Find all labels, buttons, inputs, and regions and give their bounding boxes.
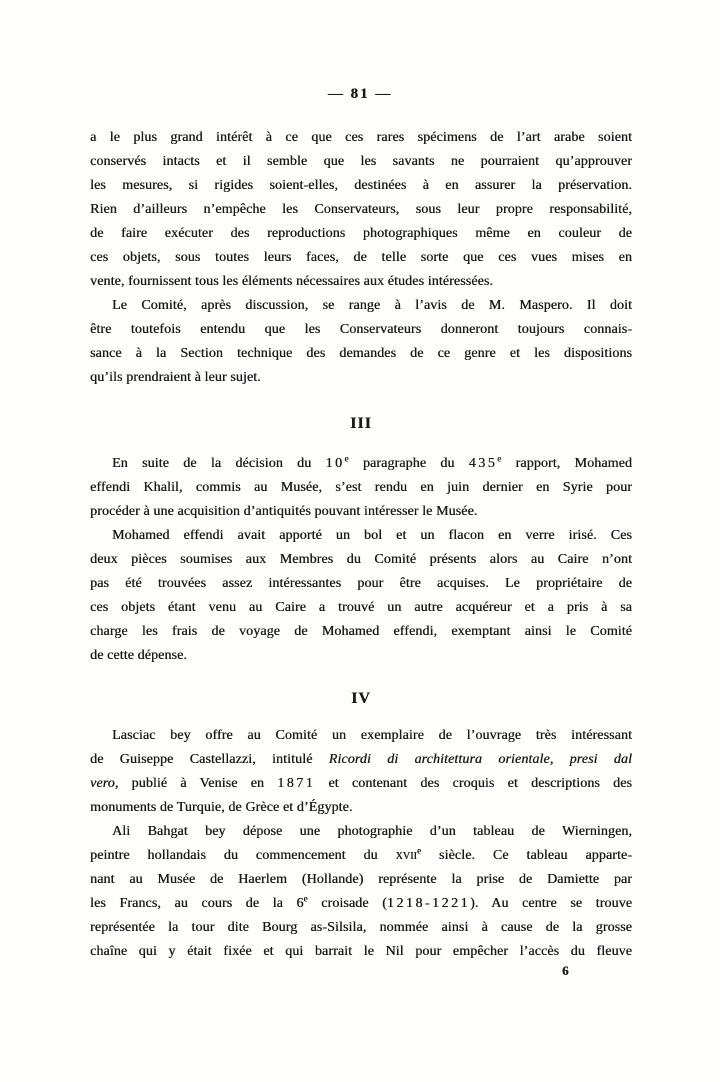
section-heading-iv: IV — [351, 690, 371, 707]
number: 10 — [325, 456, 345, 471]
paragraph — [90, 294, 632, 390]
text-line — [90, 748, 632, 772]
text-segment: ). Au centre se trouve — [470, 896, 632, 911]
italic-book-title-segment: vero, — [90, 776, 119, 791]
ordinal-superscript: e — [497, 453, 502, 464]
text-line: être toutefois entendu que les Conservateurs donneront toujours connais- — [90, 322, 632, 337]
italic-book-title-segment: Ricordi di architettura orientale, presi dal — [328, 752, 632, 767]
text-line — [90, 452, 632, 476]
text-line: ces objets, sous toutes leurs faces, de telle sorte que ces vues mises en — [90, 250, 632, 265]
text-line: deux pièces soumises aux Membres du Comité présents alors au Caire n’ont — [90, 552, 632, 567]
text-line: a le plus grand intérêt à ce que ces rares spécimens de l’art arabe soient — [90, 130, 632, 145]
paragraph — [90, 126, 632, 294]
text-segment: En suite de la décision du — [112, 456, 326, 471]
text-segment: paragraphe du — [348, 456, 469, 471]
text-line: conservés intacts et il semble que les savants ne pourraient qu’approuver — [90, 154, 632, 169]
text-line: procéder à une acquisition d’antiquités pouvant intéresser le Musée. — [90, 504, 478, 519]
text-line: Mohamed effendi avait apporté un bol et un flacon en verre irisé. Ces — [112, 528, 632, 543]
ordinal-superscript: e — [303, 893, 308, 904]
text-segment: et contenant des croquis et descriptions des — [315, 776, 632, 791]
paragraph — [90, 524, 632, 668]
text-line: représentée la tour dite Bourg as-Silsila, nommée ainsi à cause de la grosse — [90, 920, 632, 935]
text-line: les mesures, si rigides soient-elles, destinées à en assurer la préservation. — [90, 178, 632, 193]
text-line: de cette dépense. — [90, 648, 187, 663]
text-segment: rapport, Mohamed — [501, 456, 632, 471]
text-line: monuments de Turquie, de Grèce et d’Égypte. — [90, 800, 353, 815]
number: 435 — [468, 456, 498, 471]
text-line: Rien d’ailleurs n’empêche les Conservateurs, sous leur propre responsabilité, — [90, 202, 632, 217]
text-line: ces objets étant venu au Caire a trouvé un autre acquéreur et a pris à sa — [90, 600, 632, 615]
page-number-header: — 81 — — [327, 86, 393, 102]
text-line: pas été trouvées assez intéressantes pour être acquises. Le propriétaire de — [90, 576, 632, 591]
number: 1871 — [277, 776, 316, 791]
text-line: de faire exécuter des reproductions photographiques même en couleur de — [90, 226, 632, 241]
text-segment: de Guiseppe Castellazzi, intitulé — [90, 752, 329, 767]
ordinal-superscript: e — [344, 453, 349, 464]
paragraph — [90, 820, 632, 964]
text-line: qu’ils prendraient à leur sujet. — [90, 370, 261, 385]
paragraph — [90, 452, 632, 524]
text-segment: croisade ( — [307, 896, 387, 911]
text-line: chaîne qui y était fixée et qui barrait le Nil pour empêcher l’accès du fleuve — [90, 944, 632, 959]
number: 1218-1221 — [386, 896, 471, 911]
printer-signature-mark: 6 — [562, 963, 569, 978]
section-heading-iii: III — [350, 415, 372, 432]
text-segment: les Francs, au cours de la 6 — [90, 896, 304, 911]
text-line — [90, 772, 632, 796]
small-caps-century: xvii — [395, 848, 417, 863]
text-line — [90, 892, 632, 916]
text-segment: peintre hollandais du commencement du — [90, 848, 396, 863]
text-block — [90, 126, 632, 964]
text-segment: publié à Venise en — [118, 776, 278, 791]
text-line: Le Comité, après discussion, se range à l’avis de M. Maspero. Il doit — [112, 298, 632, 313]
text-line: Lasciac bey offre au Comité un exemplaire de l’ouvrage très intéressant — [112, 728, 632, 743]
text-segment: siècle. Ce tableau apparte- — [421, 848, 632, 863]
ordinal-superscript: e — [417, 845, 422, 856]
text-line: nant au Musée de Haerlem (Hollande) représente la prise de Damiette par — [90, 872, 632, 887]
text-line: sance à la Section technique des demandes de ce genre et les dispositions — [90, 346, 632, 361]
paragraph — [90, 724, 632, 820]
text-line — [90, 844, 632, 868]
text-line: vente, fournissent tous les éléments nécessaires aux études intéressées. — [90, 274, 493, 289]
text-line: effendi Khalil, commis au Musée, s’est rendu en juin dernier en Syrie pour — [90, 480, 632, 495]
text-line: charge les frais de voyage de Mohamed effendi, exemptant ainsi le Comité — [90, 624, 632, 639]
text-line: Ali Bahgat bey dépose une photographie d’un tableau de Wierningen, — [112, 824, 632, 839]
